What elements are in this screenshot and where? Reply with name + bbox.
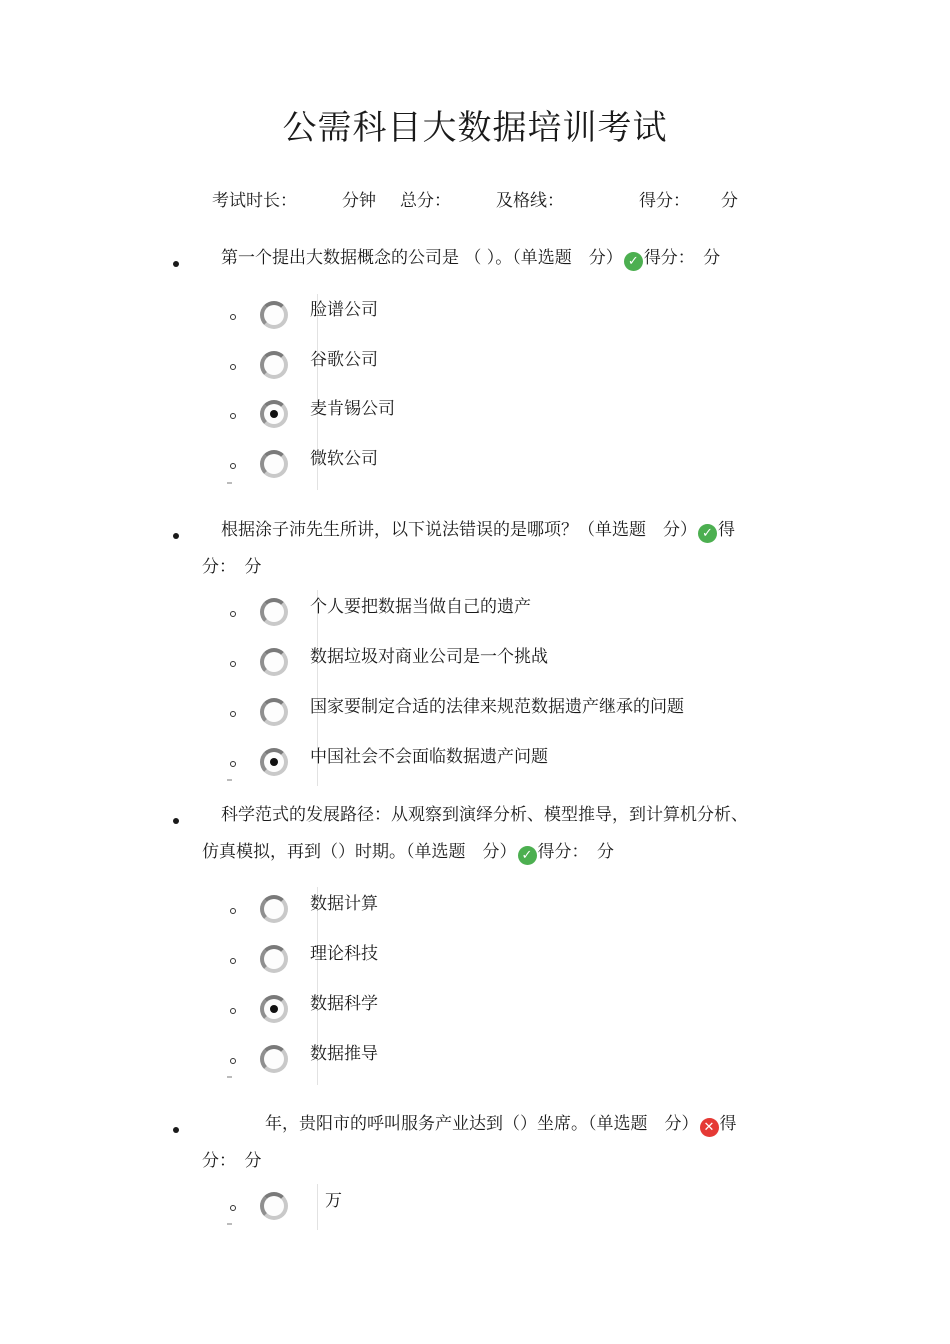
- question-2-line: [221, 519, 735, 543]
- radio-button[interactable]: [260, 1045, 288, 1073]
- question-2-score-start: 得: [718, 520, 735, 540]
- option-label: 个人要把数据当做自己的遗产: [310, 597, 531, 617]
- option-label: 数据垃圾对商业公司是一个挑战: [310, 647, 548, 667]
- question-3-text-2: 仿真模拟，再到（）时期。（单选题 分）: [202, 842, 517, 862]
- total-score-label: 总分：: [400, 191, 451, 211]
- question-bullet: [173, 533, 179, 539]
- option-row[interactable]: [230, 349, 730, 385]
- radio-button[interactable]: [260, 1192, 288, 1220]
- option-label: 理论科技: [310, 944, 378, 964]
- pass-line-label: 及格线：: [496, 191, 564, 211]
- option-bullet: [230, 364, 236, 370]
- duration-label: 考试时长：: [212, 191, 297, 211]
- question-bullet: [173, 818, 179, 824]
- question-4-score: 分： 分: [202, 1151, 262, 1171]
- page-title: 公需科目大数据培训考试: [282, 108, 668, 148]
- question-2-text: 根据涂子沛先生所讲，以下说法错误的是哪项？（单选题 分）: [221, 520, 697, 540]
- question-3-line-2: [202, 841, 614, 865]
- option-row[interactable]: [230, 646, 790, 682]
- radio-button[interactable]: [260, 450, 288, 478]
- check-circle-icon: ✓: [518, 846, 537, 865]
- option-row[interactable]: [230, 943, 730, 979]
- question-3-text: 科学范式的发展路径：从观察到演绎分析、模型推导，到计算机分析、: [221, 805, 748, 825]
- radio-button[interactable]: [260, 351, 288, 379]
- question-1-score: 得分： 分: [643, 248, 721, 268]
- option-bullet: [230, 1058, 236, 1064]
- cross-circle-icon: ✕: [700, 1118, 719, 1137]
- option-bullet: [230, 1008, 236, 1014]
- option-row[interactable]: [230, 596, 790, 632]
- question-4-line: [265, 1113, 737, 1137]
- option-bullet: [230, 314, 236, 320]
- option-bullet: [230, 908, 236, 914]
- question-4-score-start: 得: [719, 1114, 737, 1134]
- option-label: 谷歌公司: [310, 350, 378, 370]
- question-bullet: [173, 1127, 179, 1133]
- radio-button[interactable]: [260, 648, 288, 676]
- option-label: 数据推导: [310, 1044, 378, 1064]
- list-end-mark: [227, 1223, 232, 1225]
- option-row[interactable]: [230, 448, 730, 484]
- option-row[interactable]: [230, 993, 730, 1029]
- question-4-text: 年，贵阳市的呼叫服务产业达到（）坐席。（单选题 分）: [265, 1114, 699, 1134]
- score-label: 得分：: [639, 191, 690, 211]
- option-label: 数据科学: [310, 994, 378, 1014]
- radio-button[interactable]: [260, 895, 288, 923]
- option-bullet: [230, 958, 236, 964]
- list-end-mark: [227, 1076, 232, 1078]
- list-end-mark: [227, 779, 232, 781]
- radio-button[interactable]: [260, 598, 288, 626]
- option-label: 数据计算: [310, 894, 378, 914]
- option-bullet: [230, 413, 236, 419]
- option-row[interactable]: [230, 398, 730, 434]
- duration-unit: 分钟: [342, 191, 376, 211]
- option-row[interactable]: [230, 696, 790, 732]
- option-row[interactable]: [230, 746, 790, 782]
- check-circle-icon: ✓: [624, 252, 643, 271]
- question-3-score: 得分： 分: [537, 842, 614, 862]
- radio-button-selected[interactable]: [260, 400, 288, 428]
- option-bullet: [230, 661, 236, 667]
- option-row[interactable]: [230, 893, 730, 929]
- option-label: 万: [325, 1191, 342, 1211]
- check-circle-icon: ✓: [698, 524, 717, 543]
- option-bullet: [230, 1205, 236, 1211]
- option-label: 中国社会不会面临数据遗产问题: [310, 747, 548, 767]
- option-row[interactable]: [230, 299, 730, 335]
- list-end-mark: [227, 482, 232, 484]
- radio-button[interactable]: [260, 301, 288, 329]
- radio-button-selected[interactable]: [260, 748, 288, 776]
- option-label: 脸谱公司: [310, 300, 378, 320]
- option-bullet: [230, 611, 236, 617]
- radio-button[interactable]: [260, 945, 288, 973]
- question-1-line: [221, 247, 720, 271]
- option-bullet: [230, 463, 236, 469]
- option-label: 国家要制定合适的法律来规范数据遗产继承的问题: [310, 697, 684, 717]
- question-2-score: 分： 分: [202, 557, 262, 577]
- question-bullet: [173, 261, 179, 267]
- score-unit: 分: [721, 191, 738, 211]
- option-label: 微软公司: [310, 449, 378, 469]
- question-1-text: 第一个提出大数据概念的公司是 （ ）。（单选题 分）: [221, 248, 623, 268]
- option-row[interactable]: [230, 1043, 730, 1079]
- radio-button-selected[interactable]: [260, 995, 288, 1023]
- option-bullet: [230, 761, 236, 767]
- radio-button[interactable]: [260, 698, 288, 726]
- option-label: 麦肯锡公司: [310, 399, 395, 419]
- option-row[interactable]: [230, 1190, 530, 1226]
- option-bullet: [230, 711, 236, 717]
